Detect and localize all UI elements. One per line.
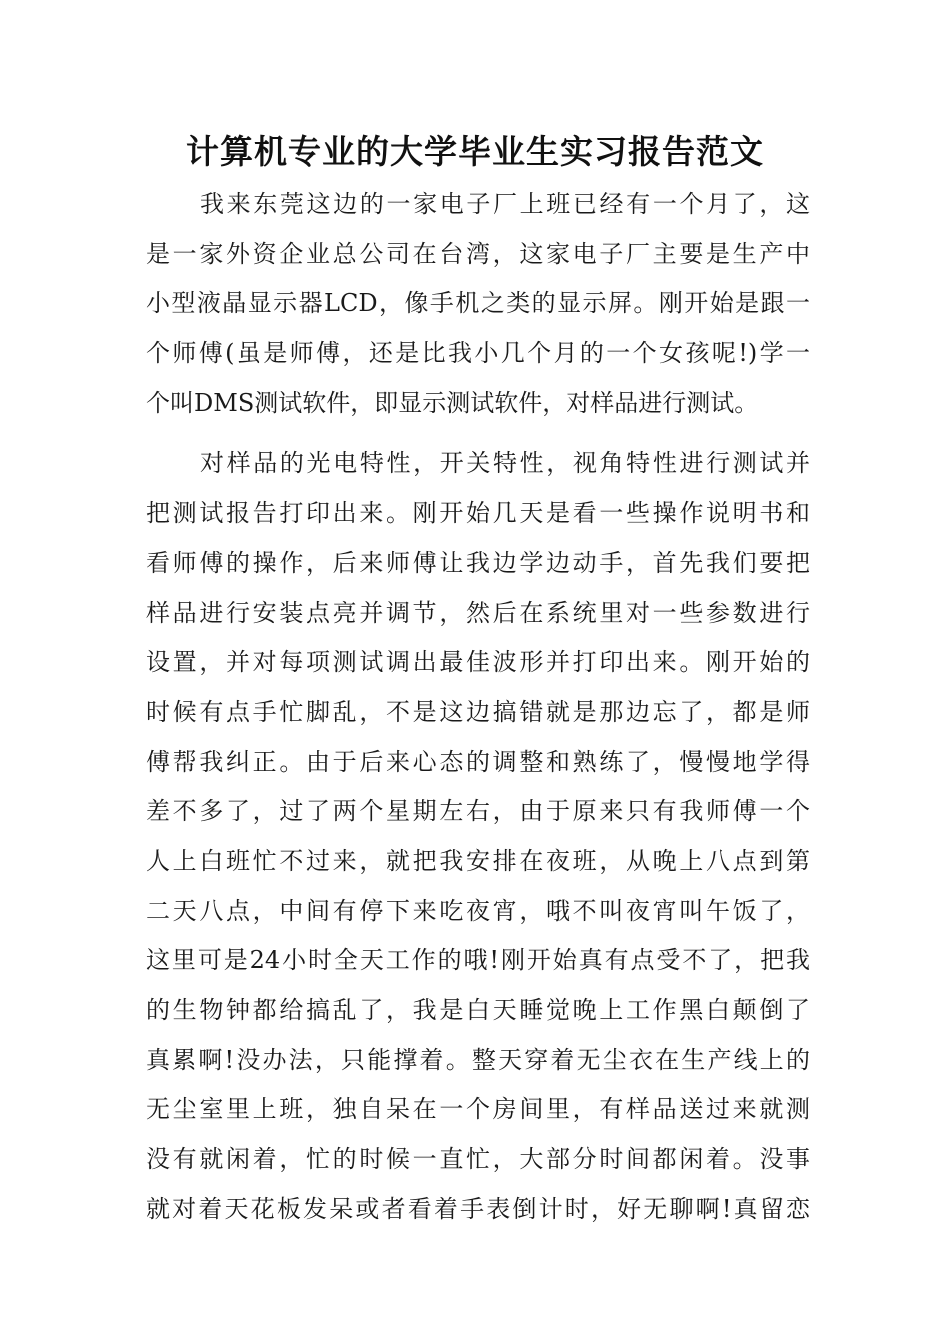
text-line: 差不多了，过了两个星期左右，由于原来只有我师傅一个 xyxy=(146,797,810,826)
text-line: 真累啊!没办法，只能撑着。整天穿着无尘衣在生产线上的 xyxy=(146,1045,810,1074)
text-line: 是一家外资企业总公司在台湾，这家电子厂主要是生产中 xyxy=(146,239,810,268)
text-line: 没有就闲着，忙的时候一直忙，大部分时间都闲着。没事 xyxy=(146,1145,810,1174)
text-line: 看师傅的操作，后来师傅让我边学边动手，首先我们要把 xyxy=(146,548,810,577)
text-line: 的生物钟都给搞乱了，我是白天睡觉晚上工作黑白颠倒了 xyxy=(146,996,810,1024)
text-line: 小型液晶显示器LCD，像手机之类的显示屏。刚开始是跟一 xyxy=(146,289,810,318)
text-line: 样品进行安装点亮并调节，然后在系统里对一些参数进行 xyxy=(146,598,810,627)
text-line: 个师傅(虽是师傅，还是比我小几个月的一个女孩呢!)学一 xyxy=(146,339,810,368)
text-line: 傅帮我纠正。由于后来心态的调整和熟练了，慢慢地学得 xyxy=(146,747,810,776)
text-line: 设置，并对每项测试调出最佳波形并打印出来。刚开始的 xyxy=(146,648,810,677)
text-line: 无尘室里上班，独自呆在一个房间里，有样品送过来就测 xyxy=(146,1095,810,1124)
text-line: 我来东莞这边的一家电子厂上班已经有一个月了，这 xyxy=(200,190,810,218)
document-body xyxy=(146,180,810,1234)
text-line: 对样品的光电特性，开关特性，视角特性进行测试并 xyxy=(200,449,810,478)
document-title: 计算机专业的大学毕业生实习报告范文 xyxy=(186,132,764,171)
paragraph-gap xyxy=(146,428,810,439)
text-line: 这里可是24小时全天工作的哦!刚开始真有点受不了，把我 xyxy=(146,946,810,975)
text-line: 二天八点，中间有停下来吃夜宵，哦不叫夜宵叫午饭了， xyxy=(146,896,810,925)
text-line: 个叫DMS测试软件，即显示测试软件，对样品进行测试。 xyxy=(146,388,759,417)
text-line: 把测试报告打印出来。刚开始几天是看一些操作说明书和 xyxy=(146,499,810,528)
paragraph xyxy=(146,439,810,1234)
text-line: 人上白班忙不过来，就把我安排在夜班，从晚上八点到第 xyxy=(146,846,810,875)
text-line: 时候有点手忙脚乱，不是这边搞错就是那边忘了，都是师 xyxy=(146,697,810,726)
paragraph xyxy=(146,180,810,428)
text-line: 就对着天花板发呆或者看着手表倒计时，好无聊啊!真留恋 xyxy=(146,1194,810,1223)
